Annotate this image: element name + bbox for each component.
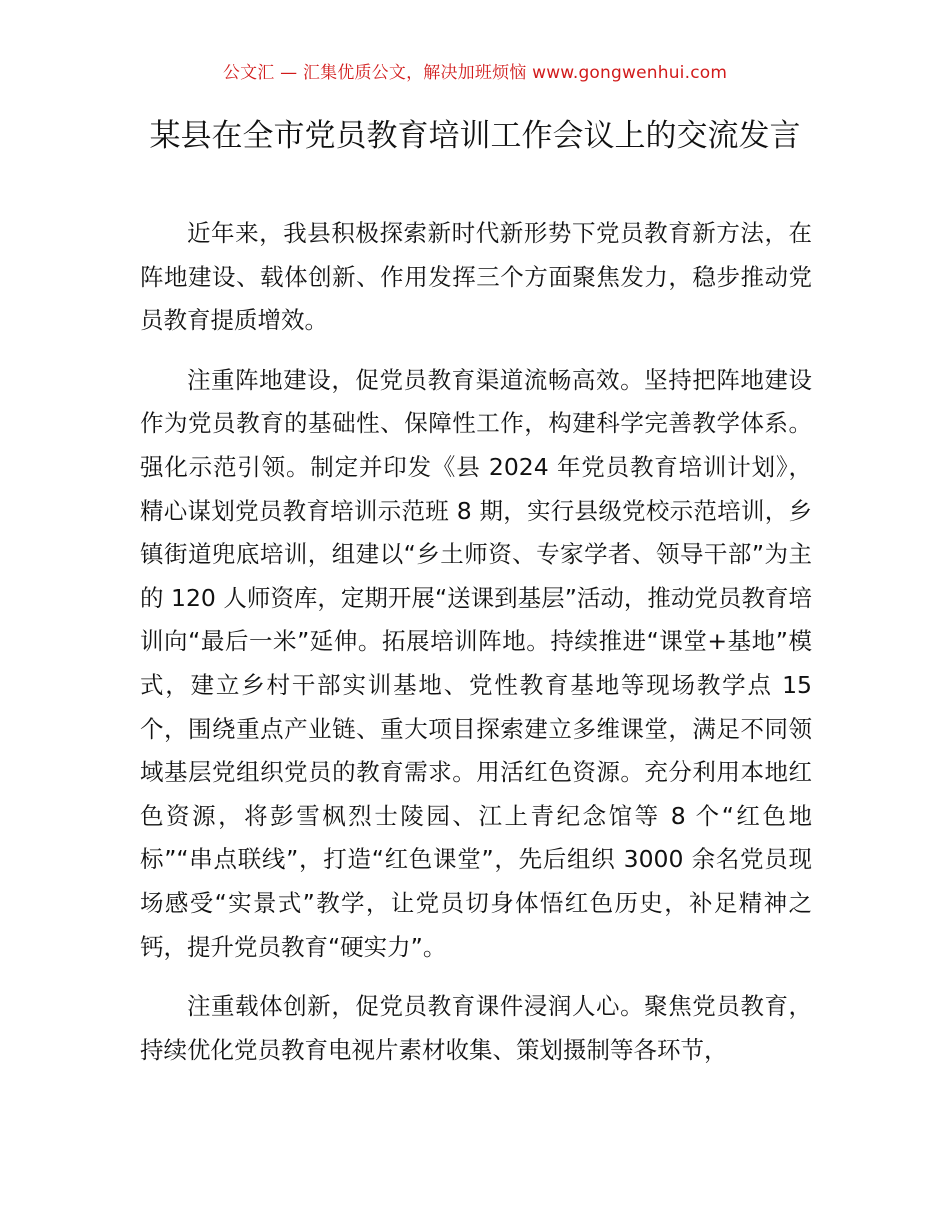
document-body [140,212,812,1088]
paragraph-intro: 近年来，我县积极探索新时代新形势下党员教育新方法，在阵地建设、载体创新、作用发挥三个方面聚焦发力，稳步推动党员教育提质增效。 [140,219,812,335]
site-header-banner: 公文汇 — 汇集优质公文，解决加班烦恼 www.gongwenhui.com [222,63,728,83]
document-title: 某县在全市党员教育培训工作会议上的交流发言 [149,118,801,154]
paragraph-carrier-innovation: 注重载体创新，促党员教育课件浸润人心。聚焦党员教育，持续优化党员教育电视片素材收集、策划摄制等各环节， [140,992,812,1064]
paragraph-position-building: 注重阵地建设，促党员教育渠道流畅高效。坚持把阵地建设作为党员教育的基础性、保障性工作，构建科学完善教学体系。强化示范引领。制定并印发《县 2024 年党员教育培训计划》，精心谋划党员教育培训示范班 8 期，实行县级党校示范培训，乡镇街道兜底培训，组建以“乡土师资、专家学者、领导干部”为主的 120 人师资库，定期开展“送课到基层”活动，推动党员教育培训向“最后一米”延伸。拓展培训阵地。持续推进“课堂+基地”模式，建立乡村干部实训基地、党性教育基地等现场教学点 15 个，围绕重点产业链、重大项目探索建立多维课堂，满足不同领域基层党组织党员的教育需求。用活红色资源。充分利用本地红色资源，将彭雪枫烈士陵园、江上青纪念馆等 8 个“红色地标”“串点联线”，打造“红色课堂”，先后组织 3000 余名党员现场感受“实景式”教学，让党员切身体悟红色历史，补足精神之钙，提升党员教育“硬实力”。 [140,365,812,961]
